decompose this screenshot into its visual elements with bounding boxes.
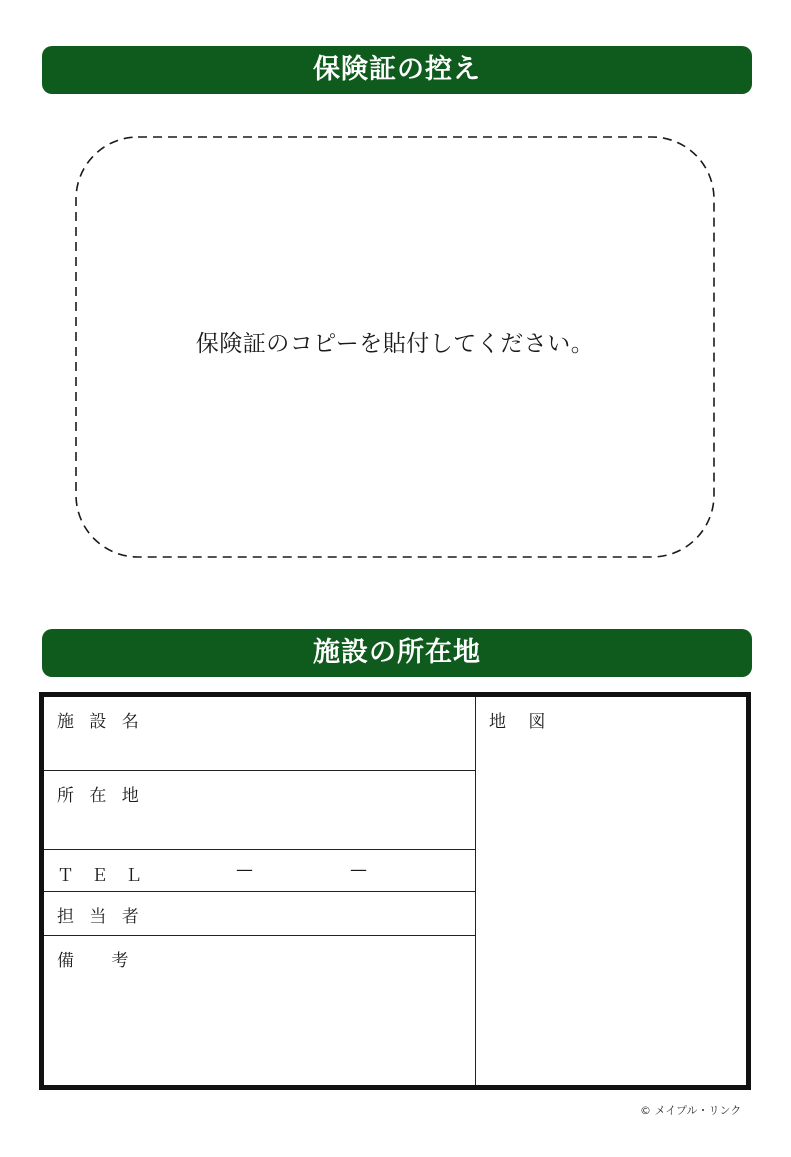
notes-row[interactable] — [44, 936, 475, 1085]
map-area[interactable] — [476, 697, 746, 1085]
contact-person-label: 担 当 者 — [57, 907, 144, 927]
facility-location-header: 施設の所在地 — [42, 629, 752, 677]
address-label: 所 在 地 — [57, 786, 144, 806]
paste-instruction-text: 保険証のコピーを貼付してください。 — [195, 331, 595, 357]
address-row[interactable] — [44, 771, 475, 850]
contact-person-row[interactable] — [44, 892, 475, 936]
tel-row[interactable] — [44, 850, 475, 892]
tel-separator: — — [236, 860, 253, 880]
facility-name-label: 施 設 名 — [57, 712, 144, 732]
map-label: 地 図 — [489, 712, 546, 732]
notes-label: 備 考 — [57, 951, 134, 971]
facility-info-table — [39, 692, 751, 1090]
insurance-copy-header: 保険証の控え — [42, 46, 752, 94]
tel-label: Ｔ Ｅ Ｌ — [57, 866, 142, 886]
facility-fields-column — [44, 697, 476, 1085]
insurance-card-paste-area — [75, 136, 715, 558]
facility-name-row[interactable] — [44, 697, 475, 771]
copyright-text: © メイプル・リンク — [640, 1104, 742, 1117]
tel-separator: — — [350, 860, 367, 880]
